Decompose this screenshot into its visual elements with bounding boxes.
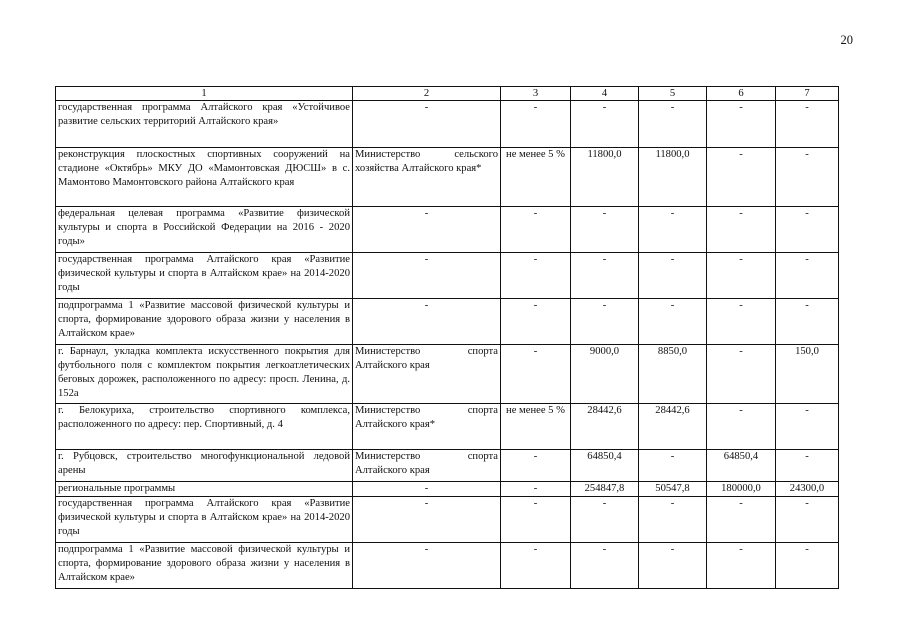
amount-cell: 64850,4 bbox=[571, 450, 639, 482]
amount-cell: - bbox=[707, 253, 776, 299]
amount-cell: 180000,0 bbox=[707, 482, 776, 497]
amount-cell: - bbox=[776, 497, 839, 543]
cofinancing-cell: - bbox=[501, 101, 571, 148]
amount-cell: - bbox=[776, 404, 839, 450]
program-table bbox=[55, 86, 839, 589]
cofinancing-cell: - bbox=[501, 482, 571, 497]
amount-cell: - bbox=[639, 207, 707, 253]
amount-cell: - bbox=[639, 299, 707, 345]
responsible-cell: Министерство сельского хозяйства Алтайского края* bbox=[353, 148, 501, 207]
program-name-cell: государственная программа Алтайского края «Развитие физической культуры и спорта в Алтайском крае» на 2014-2020 годы bbox=[56, 497, 353, 543]
cofinancing-cell: - bbox=[501, 207, 571, 253]
table-row bbox=[56, 543, 839, 589]
amount-cell: 150,0 bbox=[776, 345, 839, 404]
amount-cell: 28442,6 bbox=[571, 404, 639, 450]
amount-cell: - bbox=[776, 101, 839, 148]
amount-cell: - bbox=[707, 101, 776, 148]
amount-cell: - bbox=[707, 404, 776, 450]
amount-cell: - bbox=[707, 299, 776, 345]
amount-cell: - bbox=[707, 345, 776, 404]
program-name-cell: государственная программа Алтайского края «Устойчивое развитие сельских территорий Алтайского края» bbox=[56, 101, 353, 148]
table-row bbox=[56, 345, 839, 404]
cofinancing-cell: - bbox=[501, 450, 571, 482]
amount-cell: - bbox=[776, 543, 839, 589]
table-row bbox=[56, 207, 839, 253]
amount-cell: 50547,8 bbox=[639, 482, 707, 497]
cofinancing-cell: не менее 5 % bbox=[501, 148, 571, 207]
amount-cell: 64850,4 bbox=[707, 450, 776, 482]
amount-cell: 24300,0 bbox=[776, 482, 839, 497]
responsible-cell: Министерство спорта Алтайского края bbox=[353, 345, 501, 404]
amount-cell: - bbox=[707, 207, 776, 253]
amount-cell: - bbox=[571, 543, 639, 589]
amount-cell: 8850,0 bbox=[639, 345, 707, 404]
column-header: 7 bbox=[776, 87, 839, 101]
amount-cell: 11800,0 bbox=[571, 148, 639, 207]
program-name-cell: государственная программа Алтайского края «Развитие физической культуры и спорта в Алтайском крае» на 2014-2020 годы bbox=[56, 253, 353, 299]
amount-cell: 28442,6 bbox=[639, 404, 707, 450]
amount-cell: - bbox=[571, 207, 639, 253]
amount-cell: - bbox=[707, 148, 776, 207]
program-name-cell: реконструкция плоскостных спортивных сооружений на стадионе «Октябрь» МКУ ДО «Мамонтовская ДЮСШ» в с. Мамонтово Мамонтовского района Алтайского края bbox=[56, 148, 353, 207]
responsible-cell: - bbox=[353, 101, 501, 148]
cofinancing-cell: - bbox=[501, 253, 571, 299]
table-row bbox=[56, 299, 839, 345]
program-name-cell: федеральная целевая программа «Развитие физической культуры и спорта в Российской Федерации на 2016 - 2020 годы» bbox=[56, 207, 353, 253]
program-name-cell: г. Рубцовск, строительство многофункциональной ледовой арены bbox=[56, 450, 353, 482]
column-header: 6 bbox=[707, 87, 776, 101]
table-row bbox=[56, 101, 839, 148]
responsible-cell: - bbox=[353, 543, 501, 589]
table-row bbox=[56, 404, 839, 450]
table-row bbox=[56, 253, 839, 299]
program-name-cell: г. Белокуриха, строительство спортивного комплекса, расположенного по адресу: пер. Спортивный, д. 4 bbox=[56, 404, 353, 450]
responsible-cell: - bbox=[353, 207, 501, 253]
responsible-cell: Министерство спорта Алтайского края bbox=[353, 450, 501, 482]
responsible-cell: - bbox=[353, 299, 501, 345]
table-row bbox=[56, 148, 839, 207]
amount-cell: - bbox=[571, 497, 639, 543]
amount-cell: - bbox=[776, 207, 839, 253]
amount-cell: - bbox=[639, 253, 707, 299]
amount-cell: - bbox=[776, 253, 839, 299]
responsible-cell: - bbox=[353, 253, 501, 299]
program-name-cell: подпрограмма 1 «Развитие массовой физической культуры и спорта, формирование здорового образа жизни у населения в Алтайском крае» bbox=[56, 543, 353, 589]
amount-cell: - bbox=[571, 299, 639, 345]
amount-cell: - bbox=[639, 497, 707, 543]
amount-cell: 9000,0 bbox=[571, 345, 639, 404]
amount-cell: - bbox=[707, 543, 776, 589]
responsible-cell: - bbox=[353, 482, 501, 497]
responsible-cell: - bbox=[353, 497, 501, 543]
amount-cell: 254847,8 bbox=[571, 482, 639, 497]
amount-cell: - bbox=[707, 497, 776, 543]
column-header: 2 bbox=[353, 87, 501, 101]
program-name-cell: региональные программы bbox=[56, 482, 353, 497]
cofinancing-cell: - bbox=[501, 497, 571, 543]
column-header-row bbox=[56, 87, 839, 101]
amount-cell: - bbox=[639, 543, 707, 589]
program-name-cell: г. Барнаул, укладка комплекта искусственного покрытия для футбольного поля с комплектом покрытия легкоатлетических беговых дорожек, расположенного по адресу: просп. Ленина, д. 152а bbox=[56, 345, 353, 404]
amount-cell: - bbox=[776, 299, 839, 345]
amount-cell: - bbox=[639, 101, 707, 148]
amount-cell: 11800,0 bbox=[639, 148, 707, 207]
cofinancing-cell: не менее 5 % bbox=[501, 404, 571, 450]
responsible-cell: Министерство спорта Алтайского края* bbox=[353, 404, 501, 450]
table-row bbox=[56, 482, 839, 497]
program-name-cell: подпрограмма 1 «Развитие массовой физической культуры и спорта, формирование здорового образа жизни у населения в Алтайском крае» bbox=[56, 299, 353, 345]
amount-cell: - bbox=[776, 148, 839, 207]
amount-cell: - bbox=[571, 101, 639, 148]
cofinancing-cell: - bbox=[501, 299, 571, 345]
cofinancing-cell: - bbox=[501, 345, 571, 404]
amount-cell: - bbox=[571, 253, 639, 299]
column-header: 5 bbox=[639, 87, 707, 101]
cofinancing-cell: - bbox=[501, 543, 571, 589]
amount-cell: - bbox=[776, 450, 839, 482]
column-header: 4 bbox=[571, 87, 639, 101]
table-row bbox=[56, 450, 839, 482]
column-header: 1 bbox=[56, 87, 353, 101]
page-number: 20 bbox=[840, 33, 853, 47]
amount-cell: - bbox=[639, 450, 707, 482]
column-header: 3 bbox=[501, 87, 571, 101]
table-row bbox=[56, 497, 839, 543]
